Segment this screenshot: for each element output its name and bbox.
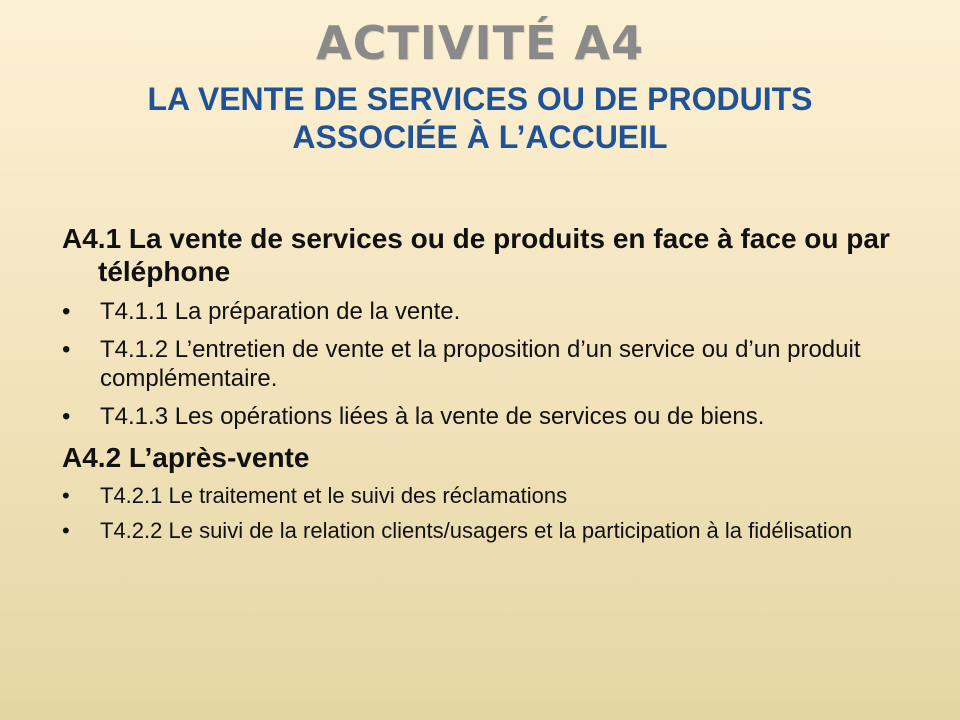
slide-subtitle <box>0 80 960 156</box>
list-item-text: T4.1.1 La préparation de la vente. <box>100 298 461 325</box>
list-item-text: T4.2.1 Le traitement et le suivi des réclamations <box>100 483 568 508</box>
bullet-icon: • <box>62 336 71 363</box>
bullet-icon: • <box>62 298 71 325</box>
list-item-t4-2-2 <box>62 517 922 544</box>
bullet-icon: • <box>62 518 70 543</box>
bullet-list-a4-1 <box>62 297 922 431</box>
section-heading-a4-1: A4.1 La vente de services ou de produits en face à face ou par téléphone <box>62 223 890 287</box>
bullet-icon: • <box>62 403 71 430</box>
list-item-text: T4.1.2 L’entretien de vente et la proposition d’un service ou d’un produit complémentaire. <box>100 336 861 392</box>
list-item-text: T4.1.3 Les opérations liées à la vente de services ou de biens. <box>100 403 765 430</box>
list-item-text: T4.2.2 Le suivi de la relation clients/usagers et la participation à la fidélisation <box>100 518 853 543</box>
section-heading-a4-2: A4.2 L’après-vente <box>62 442 310 473</box>
slide-title: ACTIVITÉ A4 <box>316 16 644 70</box>
list-item-t4-1-3 <box>62 402 922 431</box>
list-item-t4-2-1 <box>62 482 922 509</box>
slide-content <box>62 222 922 544</box>
subtitle-line-2: ASSOCIÉE À L’ACCUEIL <box>292 119 668 155</box>
list-item-t4-1-2 <box>62 335 922 393</box>
subtitle-line-1: LA VENTE DE SERVICES OU DE PRODUITS <box>147 81 813 117</box>
bullet-list-a4-2 <box>62 482 922 544</box>
list-item-t4-1-1 <box>62 297 922 326</box>
bullet-icon: • <box>62 483 70 508</box>
